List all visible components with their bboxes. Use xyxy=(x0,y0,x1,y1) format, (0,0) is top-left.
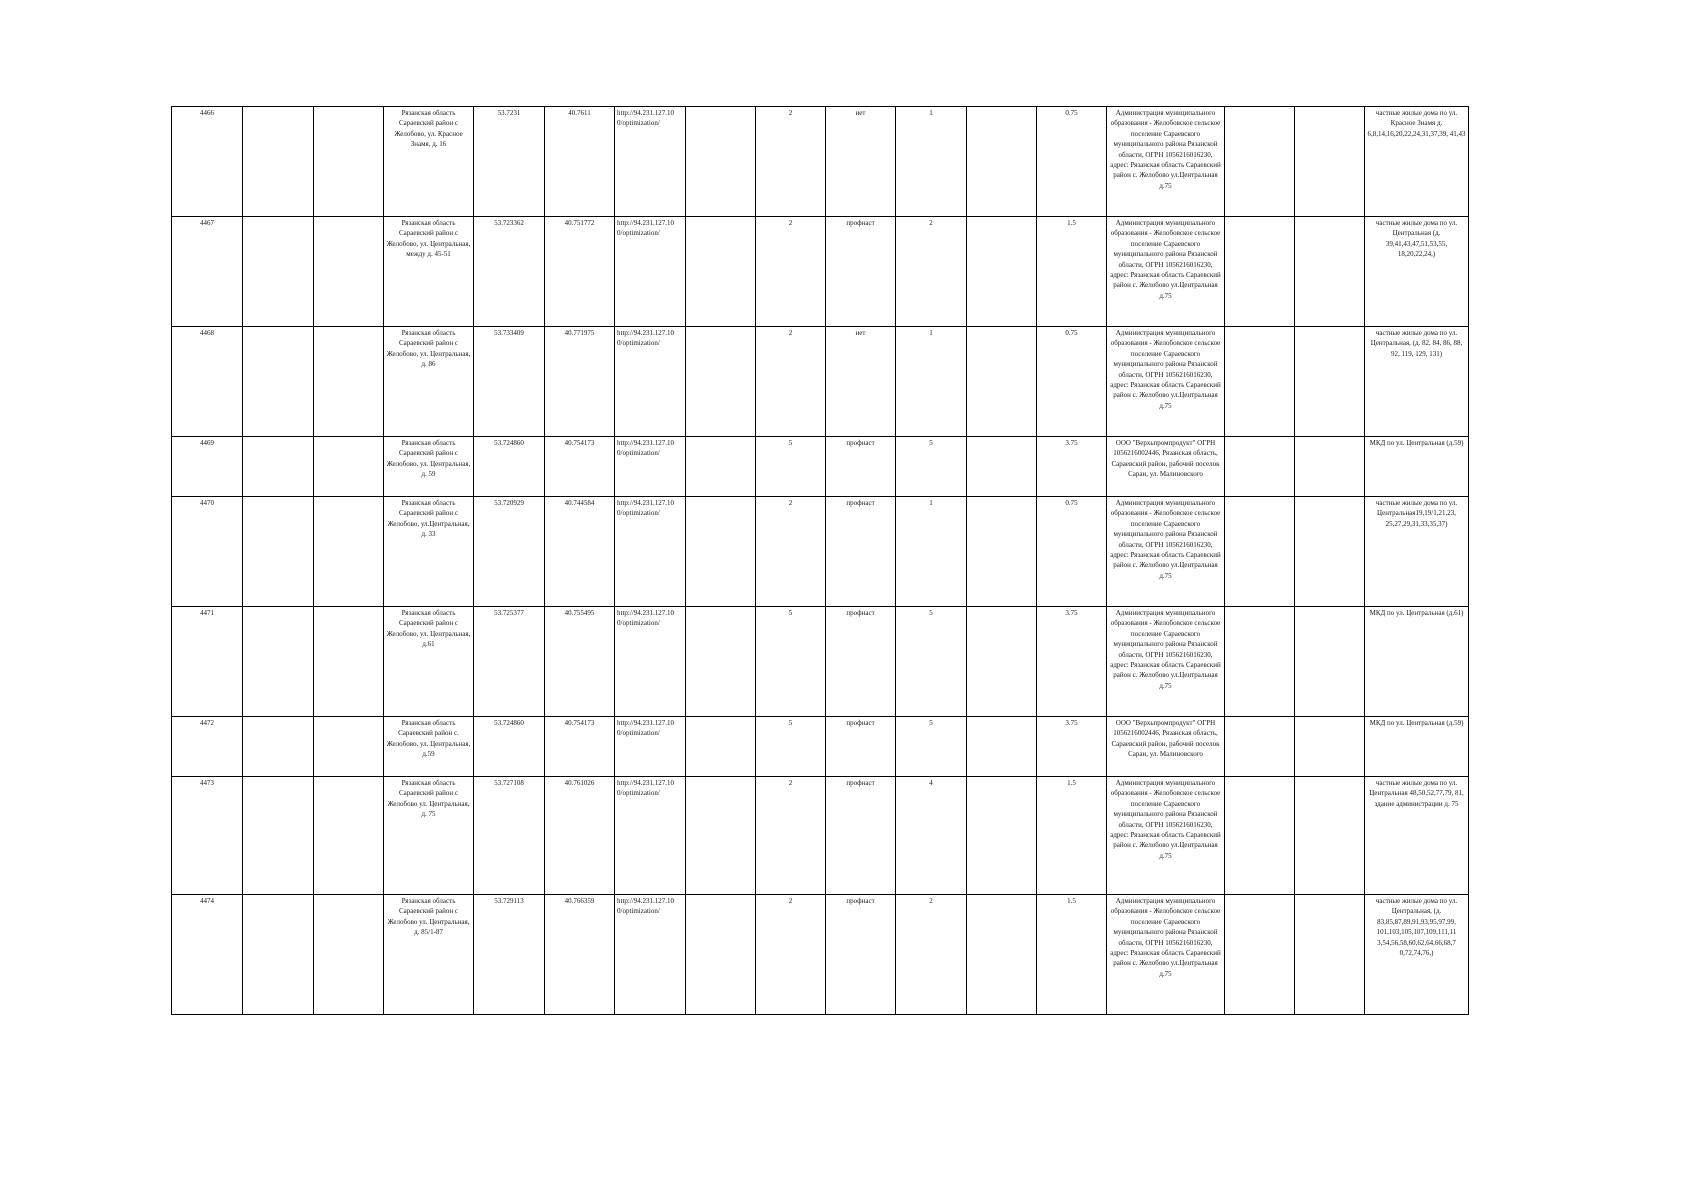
container-count-cell: 2 xyxy=(896,217,967,327)
container-volume-cell: 2 xyxy=(756,327,826,437)
served-objects-cell: частные жилые дома по ул. Центральная (д. 39,41,43,47,51,53,55, 18,20,22,24,) xyxy=(1365,217,1469,327)
cover-type-cell: профнаст xyxy=(826,437,896,497)
cover-type-cell: профнаст xyxy=(826,217,896,327)
empty-cell xyxy=(1295,497,1365,607)
container-count-cell: 5 xyxy=(896,607,967,717)
empty-cell xyxy=(243,607,314,717)
container-volume-cell: 2 xyxy=(756,497,826,607)
empty-cell xyxy=(243,895,314,1015)
record-number: 4474 xyxy=(172,895,243,1015)
empty-cell xyxy=(686,327,756,437)
empty-cell xyxy=(1225,107,1295,217)
latitude-cell: 53.724860 xyxy=(474,437,545,497)
table-row xyxy=(172,327,1469,437)
table-row xyxy=(172,217,1469,327)
container-count-cell: 1 xyxy=(896,497,967,607)
link-cell[interactable]: http://94.231.127.10 0/optimization/ xyxy=(615,107,686,217)
address-cell: Рязанская область Сараевский район с Желобово, ул. Центральная, д.61 xyxy=(384,607,474,717)
area-cell: 3.75 xyxy=(1037,717,1107,777)
container-volume-cell: 5 xyxy=(756,437,826,497)
served-objects-cell: частные жилые дома по ул. Красное Знамя д. 6,8,14,16,20,22,24,31,37,39, 41,43 xyxy=(1365,107,1469,217)
longitude-cell: 40.766359 xyxy=(545,895,615,1015)
cover-type-cell: нет xyxy=(826,107,896,217)
empty-cell xyxy=(967,327,1037,437)
link-cell[interactable]: http://94.231.127.10 0/optimization/ xyxy=(615,497,686,607)
served-objects-cell: частные жилые дома по ул. Центральная 48,50,52,77,79, 81, здание администрации д. 75 xyxy=(1365,777,1469,895)
address-cell: Рязанская область Сараевский район с Желобово, ул. Центральная, д. 59 xyxy=(384,437,474,497)
empty-cell xyxy=(967,107,1037,217)
record-number: 4473 xyxy=(172,777,243,895)
empty-cell xyxy=(686,607,756,717)
container-count-cell: 1 xyxy=(896,327,967,437)
served-objects-cell: МКД по ул. Центральная (д.61) xyxy=(1365,607,1469,717)
container-volume-cell: 5 xyxy=(756,717,826,777)
address-cell: Рязанская область Сараевский район с Желобово ул. Центральная, д. 75 xyxy=(384,777,474,895)
empty-cell xyxy=(1295,437,1365,497)
address-cell: Рязанская область Сараевский район с. Желобово, ул. Центральная, д.59 xyxy=(384,717,474,777)
link-cell[interactable]: http://94.231.127.10 0/optimization/ xyxy=(615,895,686,1015)
record-number: 4471 xyxy=(172,607,243,717)
empty-cell xyxy=(967,777,1037,895)
latitude-cell: 53.724860 xyxy=(474,717,545,777)
area-cell: 3.75 xyxy=(1037,437,1107,497)
area-cell: 0.75 xyxy=(1037,497,1107,607)
empty-cell xyxy=(686,217,756,327)
table-row xyxy=(172,777,1469,895)
latitude-cell: 53.729113 xyxy=(474,895,545,1015)
container-volume-cell: 2 xyxy=(756,107,826,217)
longitude-cell: 40.7611 xyxy=(545,107,615,217)
empty-cell xyxy=(1295,777,1365,895)
table-row xyxy=(172,497,1469,607)
record-number: 4468 xyxy=(172,327,243,437)
empty-cell xyxy=(314,607,384,717)
empty-cell xyxy=(686,107,756,217)
empty-cell xyxy=(1225,607,1295,717)
area-cell: 0.75 xyxy=(1037,327,1107,437)
latitude-cell: 53.7231 xyxy=(474,107,545,217)
container-volume-cell: 2 xyxy=(756,895,826,1015)
empty-cell xyxy=(686,895,756,1015)
table-row xyxy=(172,607,1469,717)
empty-cell xyxy=(243,497,314,607)
empty-cell xyxy=(314,437,384,497)
empty-cell xyxy=(1295,217,1365,327)
table-row xyxy=(172,717,1469,777)
empty-cell xyxy=(314,497,384,607)
cover-type-cell: профнаст xyxy=(826,777,896,895)
empty-cell xyxy=(243,107,314,217)
empty-cell xyxy=(1225,497,1295,607)
empty-cell xyxy=(686,437,756,497)
area-cell: 1.5 xyxy=(1037,777,1107,895)
owner-cell: ООО "Верхьпромпродукт" ОГРН 1056216002446, Рязанская область, Сараевский район, рабочий поселок Сараи, ул. Малиновского xyxy=(1107,717,1225,777)
empty-cell xyxy=(1225,717,1295,777)
link-cell[interactable]: http://94.231.127.10 0/optimization/ xyxy=(615,607,686,717)
latitude-cell: 53.727108 xyxy=(474,777,545,895)
empty-cell xyxy=(686,497,756,607)
longitude-cell: 40.771975 xyxy=(545,327,615,437)
record-number: 4469 xyxy=(172,437,243,497)
empty-cell xyxy=(686,777,756,895)
empty-cell xyxy=(314,895,384,1015)
address-cell: Рязанская область Сараевский район с Желобово, ул.Центральная, д. 33 xyxy=(384,497,474,607)
latitude-cell: 53.723362 xyxy=(474,217,545,327)
owner-cell: Администрация муниципального образования - Желобовское сельское поселение Сараевского муниципального района Рязанской области, ОГРН 1056216016230, адрес: Рязанская область Сараевский район с. Желобово ул.Центральная д.75 xyxy=(1107,107,1225,217)
served-objects-cell: частные жилые дома по ул. Центральная, (д. 82, 84, 86, 88, 92, 119, 129, 131) xyxy=(1365,327,1469,437)
link-cell[interactable]: http://94.231.127.10 0/optimization/ xyxy=(615,717,686,777)
latitude-cell: 53.725377 xyxy=(474,607,545,717)
served-objects-cell: МКД по ул. Центральная (д.59) xyxy=(1365,717,1469,777)
area-cell: 0.75 xyxy=(1037,107,1107,217)
area-cell: 3.75 xyxy=(1037,607,1107,717)
address-cell: Рязанская область Сараевский район с Желобово, ул. Красное Знамя, д. 16 xyxy=(384,107,474,217)
area-cell: 1.5 xyxy=(1037,217,1107,327)
empty-cell xyxy=(314,107,384,217)
longitude-cell: 40.754173 xyxy=(545,437,615,497)
cover-type-cell: нет xyxy=(826,327,896,437)
empty-cell xyxy=(1295,607,1365,717)
table-body xyxy=(172,107,1469,1015)
link-cell[interactable]: http://94.231.127.10 0/optimization/ xyxy=(615,327,686,437)
empty-cell xyxy=(1225,217,1295,327)
longitude-cell: 40.744584 xyxy=(545,497,615,607)
owner-cell: ООО "Верхьпромпродукт" ОГРН 1056216002446, Рязанская область, Сараевский район, рабочий поселок Сараи, ул. Малиновского xyxy=(1107,437,1225,497)
container-count-cell: 5 xyxy=(896,717,967,777)
empty-cell xyxy=(1295,327,1365,437)
address-cell: Рязанская область Сараевский район с Желобово ул. Центральная, д. 85/1-87 xyxy=(384,895,474,1015)
container-count-cell: 5 xyxy=(896,437,967,497)
longitude-cell: 40.755495 xyxy=(545,607,615,717)
owner-cell: Администрация муниципального образования - Желобовское сельское поселение Сараевского муниципального района Рязанской области, ОГРН 1056216016230, адрес: Рязанская область Сараевский район с. Желобово ул.Центральная д.75 xyxy=(1107,327,1225,437)
container-volume-cell: 2 xyxy=(756,777,826,895)
container-count-cell: 2 xyxy=(896,895,967,1015)
empty-cell xyxy=(1225,895,1295,1015)
empty-cell xyxy=(967,217,1037,327)
owner-cell: Администрация муниципального образования - Желобовское сельское поселение Сараевского муниципального района Рязанской области, ОГРН 1056216016230, адрес: Рязанская область Сараевский район с. Желобово ул.Центральная д.75 xyxy=(1107,895,1225,1015)
empty-cell xyxy=(967,497,1037,607)
empty-cell xyxy=(243,437,314,497)
empty-cell xyxy=(243,717,314,777)
table-row xyxy=(172,895,1469,1015)
longitude-cell: 40.761026 xyxy=(545,777,615,895)
empty-cell xyxy=(967,437,1037,497)
area-cell: 1.5 xyxy=(1037,895,1107,1015)
empty-cell xyxy=(1225,437,1295,497)
address-cell: Рязанская область Сараевский район с Желобово, ул. Центральная, между д. 45-51 xyxy=(384,217,474,327)
data-table xyxy=(171,106,1469,1015)
owner-cell: Администрация муниципального образования - Желобовское сельское поселение Сараевского муниципального района Рязанской области, ОГРН 1056216016230, адрес: Рязанская область Сараевский район с. Желобово ул.Центральная д.75 xyxy=(1107,217,1225,327)
record-number: 4467 xyxy=(172,217,243,327)
owner-cell: Администрация муниципального образования - Желобовское сельское поселение Сараевского муниципального района Рязанской области, ОГРН 1056216016230, адрес: Рязанская область Сараевский район с. Желобово ул.Центральная д.75 xyxy=(1107,497,1225,607)
cover-type-cell: профнаст xyxy=(826,717,896,777)
empty-cell xyxy=(686,717,756,777)
latitude-cell: 53.720929 xyxy=(474,497,545,607)
cover-type-cell: профнаст xyxy=(826,497,896,607)
link-cell[interactable]: http://94.231.127.10 0/optimization/ xyxy=(615,437,686,497)
container-volume-cell: 2 xyxy=(756,217,826,327)
owner-cell: Администрация муниципального образования - Желобовское сельское поселение Сараевского муниципального района Рязанской области, ОГРН 1056216016230, адрес: Рязанская область Сараевский район с. Желобово ул.Центральная д.75 xyxy=(1107,607,1225,717)
record-number: 4470 xyxy=(172,497,243,607)
container-volume-cell: 5 xyxy=(756,607,826,717)
empty-cell xyxy=(314,717,384,777)
latitude-cell: 53.733409 xyxy=(474,327,545,437)
cover-type-cell: профнаст xyxy=(826,895,896,1015)
table-row xyxy=(172,437,1469,497)
empty-cell xyxy=(967,895,1037,1015)
empty-cell xyxy=(1295,717,1365,777)
empty-cell xyxy=(967,607,1037,717)
table-row xyxy=(172,107,1469,217)
longitude-cell: 40.751772 xyxy=(545,217,615,327)
container-count-cell: 4 xyxy=(896,777,967,895)
served-objects-cell: частные жилые дома по ул. Центральная, (д. 83,85,87,89,91,93,95,97,99, 101,103,105,107,109,111,11 3,54,56,58,60,62,64,66,68,7 0,72,74,76,) xyxy=(1365,895,1469,1015)
record-number: 4472 xyxy=(172,717,243,777)
served-objects-cell: частные жилые дома по ул. Центральная19,19/1,21,23, 25,27,29,31,33,35,37) xyxy=(1365,497,1469,607)
empty-cell xyxy=(1295,895,1365,1015)
owner-cell: Администрация муниципального образования - Желобовское сельское поселение Сараевского муниципального района Рязанской области, ОГРН 1056216016230, адрес: Рязанская область Сараевский район с. Желобово ул.Центральная д.75 xyxy=(1107,777,1225,895)
empty-cell xyxy=(967,717,1037,777)
empty-cell xyxy=(1225,777,1295,895)
empty-cell xyxy=(314,327,384,437)
empty-cell xyxy=(314,217,384,327)
empty-cell xyxy=(243,777,314,895)
link-cell[interactable]: http://94.231.127.10 0/optimization/ xyxy=(615,217,686,327)
longitude-cell: 40.754173 xyxy=(545,717,615,777)
empty-cell xyxy=(243,217,314,327)
empty-cell xyxy=(243,327,314,437)
container-count-cell: 1 xyxy=(896,107,967,217)
empty-cell xyxy=(1225,327,1295,437)
address-cell: Рязанская область Сараевский район с Желобово, ул. Центральная, д. 86 xyxy=(384,327,474,437)
link-cell[interactable]: http://94.231.127.10 0/optimization/ xyxy=(615,777,686,895)
record-number: 4466 xyxy=(172,107,243,217)
empty-cell xyxy=(1295,107,1365,217)
served-objects-cell: МКД по ул. Центральная (д.59) xyxy=(1365,437,1469,497)
cover-type-cell: профнаст xyxy=(826,607,896,717)
empty-cell xyxy=(314,777,384,895)
